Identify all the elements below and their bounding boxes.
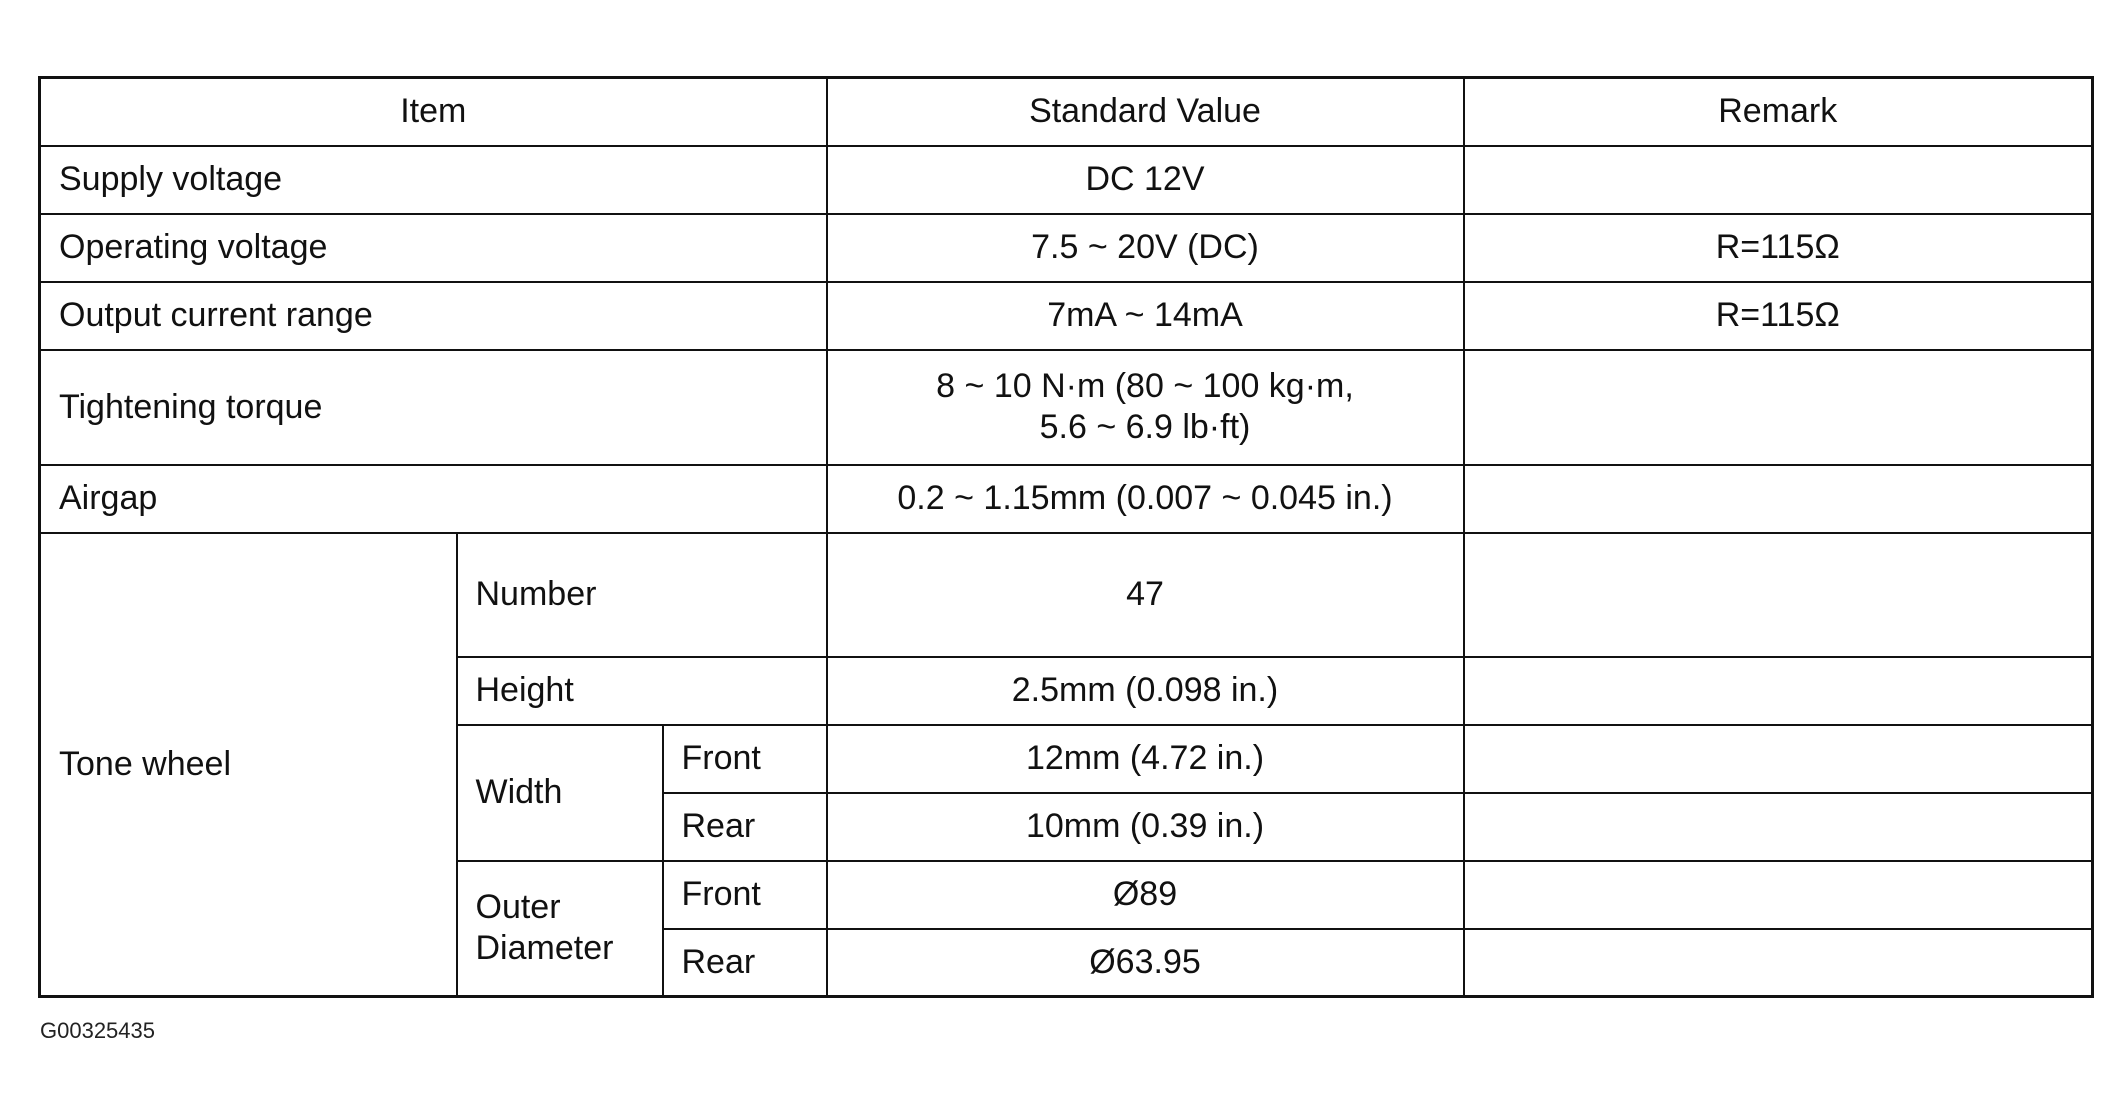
item-output-current: Output current range bbox=[40, 282, 827, 350]
item-outer-diameter-rear: Rear bbox=[663, 929, 827, 997]
item-airgap: Airgap bbox=[40, 465, 827, 533]
row-supply-voltage bbox=[40, 146, 2093, 214]
item-tightening-torque: Tightening torque bbox=[40, 350, 827, 465]
header-remark: Remark bbox=[1464, 78, 2093, 146]
row-tightening-torque bbox=[40, 350, 2093, 465]
value-tightening-torque-line2: 5.6 ~ 6.9 lb·ft) bbox=[1039, 408, 1251, 446]
header-row bbox=[40, 78, 2093, 146]
value-height: 2.5mm (0.098 in.) bbox=[827, 657, 1464, 725]
value-number: 47 bbox=[827, 533, 1464, 657]
item-width-front: Front bbox=[663, 725, 827, 793]
row-operating-voltage bbox=[40, 214, 2093, 282]
remark-outer-diameter-rear bbox=[1464, 929, 2093, 997]
item-operating-voltage: Operating voltage bbox=[40, 214, 827, 282]
remark-width-front bbox=[1464, 725, 2093, 793]
remark-tightening-torque bbox=[1464, 350, 2093, 465]
item-outer-diameter bbox=[457, 861, 663, 997]
item-outer-diameter-front: Front bbox=[663, 861, 827, 929]
remark-number bbox=[1464, 533, 2093, 657]
item-outer-diameter-line2: Diameter bbox=[475, 929, 614, 968]
header-item: Item bbox=[40, 78, 827, 146]
value-outer-diameter-front: Ø89 bbox=[827, 861, 1464, 929]
value-tightening-torque bbox=[827, 350, 1464, 465]
figure-id: G00325435 bbox=[40, 1018, 155, 1043]
item-tone-wheel: Tone wheel bbox=[40, 533, 457, 997]
row-tone-wheel-number bbox=[40, 533, 2093, 657]
value-airgap: 0.2 ~ 1.15mm (0.007 ~ 0.045 in.) bbox=[827, 465, 1464, 533]
value-width-front: 12mm (4.72 in.) bbox=[827, 725, 1464, 793]
item-outer-diameter-line1: Outer bbox=[475, 888, 561, 927]
item-width-rear: Rear bbox=[663, 793, 827, 861]
remark-airgap bbox=[1464, 465, 2093, 533]
item-width: Width bbox=[457, 725, 663, 861]
remark-operating-voltage: R=115Ω bbox=[1464, 214, 2093, 282]
item-supply-voltage: Supply voltage bbox=[40, 146, 827, 214]
value-outer-diameter-rear: Ø63.95 bbox=[827, 929, 1464, 997]
header-standard-value: Standard Value bbox=[827, 78, 1464, 146]
remark-outer-diameter-front bbox=[1464, 861, 2093, 929]
value-operating-voltage: 7.5 ~ 20V (DC) bbox=[827, 214, 1464, 282]
remark-output-current: R=115Ω bbox=[1464, 282, 2093, 350]
value-supply-voltage: DC 12V bbox=[827, 146, 1464, 214]
item-number: Number bbox=[457, 533, 827, 657]
item-height: Height bbox=[457, 657, 827, 725]
spec-table bbox=[38, 76, 2094, 998]
remark-height bbox=[1464, 657, 2093, 725]
remark-width-rear bbox=[1464, 793, 2093, 861]
value-width-rear: 10mm (0.39 in.) bbox=[827, 793, 1464, 861]
row-airgap bbox=[40, 465, 2093, 533]
row-output-current bbox=[40, 282, 2093, 350]
remark-supply-voltage bbox=[1464, 146, 2093, 214]
value-tightening-torque-line1: 8 ~ 10 N·m (80 ~ 100 kg·m, bbox=[936, 367, 1354, 406]
value-output-current: 7mA ~ 14mA bbox=[827, 282, 1464, 350]
